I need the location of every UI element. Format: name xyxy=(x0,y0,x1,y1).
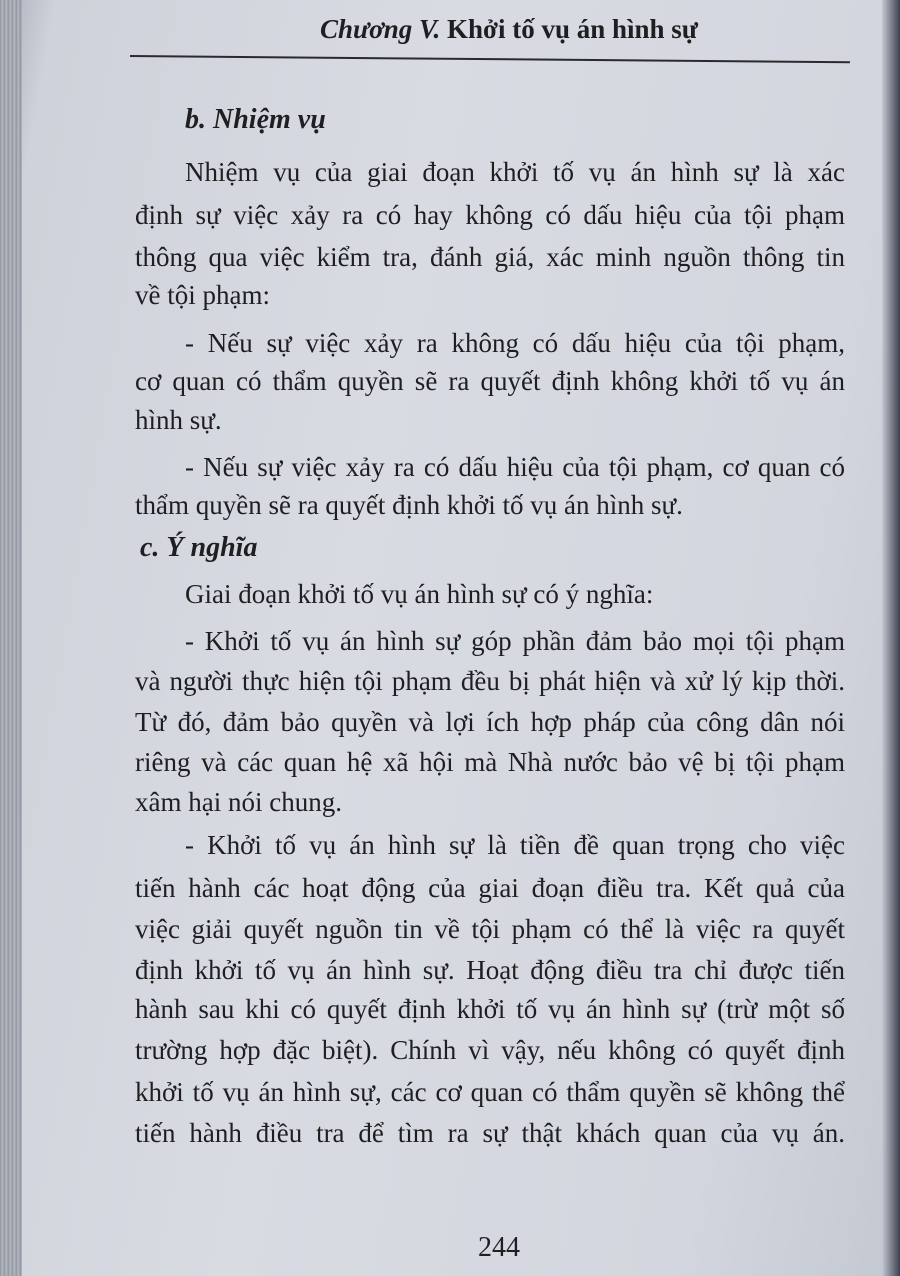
text-line: Nhiệm vụ của giai đoạn khởi tố vụ án hình sự là xác xyxy=(185,157,845,187)
running-header xyxy=(320,14,698,45)
text-line: - Khởi tố vụ án hình sự góp phần đảm bảo mọi tội phạm xyxy=(185,626,845,656)
page-edges xyxy=(0,0,22,1276)
section-heading-c: c. Ý nghĩa xyxy=(140,532,258,563)
text-line: tiến hành các hoạt động của giai đoạn điều tra. Kết quả của xyxy=(135,873,845,903)
text-line: khởi tố vụ án hình sự, các cơ quan có thẩm quyền sẽ không thể xyxy=(135,1077,845,1107)
text-line: trường hợp đặc biệt). Chính vì vậy, nếu không có quyết định xyxy=(135,1035,845,1065)
chapter-label: Chương V. xyxy=(320,14,441,44)
text-line: về tội phạm: xyxy=(135,280,270,310)
page-number: 244 xyxy=(478,1232,520,1263)
text-line: hình sự. xyxy=(135,405,222,435)
text-line: - Khởi tố vụ án hình sự là tiền đề quan trọng cho việc xyxy=(185,830,845,860)
text-line: Từ đó, đảm bảo quyền và lợi ích hợp pháp của công dân nói xyxy=(135,707,845,737)
text-line: - Nếu sự việc xảy ra không có dấu hiệu của tội phạm, xyxy=(185,328,845,358)
text-line: Giai đoạn khởi tố vụ án hình sự có ý nghĩa: xyxy=(185,579,654,609)
text-line: định sự việc xảy ra có hay không có dấu hiệu của tội phạm xyxy=(135,200,845,230)
text-line: thẩm quyền sẽ ra quyết định khởi tố vụ án hình sự. xyxy=(135,490,683,520)
text-line: định khởi tố vụ án hình sự. Hoạt động điều tra chỉ được tiến xyxy=(135,955,845,985)
text-line: riêng và các quan hệ xã hội mà Nhà nước bảo vệ bị tội phạm xyxy=(135,747,845,777)
section-heading-b: b. Nhiệm vụ xyxy=(185,104,326,135)
text-line: việc giải quyết nguồn tin về tội phạm có thể là việc ra quyết xyxy=(135,914,845,944)
text-line: thông qua việc kiểm tra, đánh giá, xác minh nguồn thông tin xyxy=(135,242,845,272)
text-line: cơ quan có thẩm quyền sẽ ra quyết định không khởi tố vụ án xyxy=(135,366,845,396)
chapter-title: Khởi tố vụ án hình sự xyxy=(446,14,698,44)
page-shadow xyxy=(882,0,900,1276)
text-line: và người thực hiện tội phạm đều bị phát hiện và xử lý kịp thời. xyxy=(135,666,845,696)
text-line: hành sau khi có quyết định khởi tố vụ án hình sự (trừ một số xyxy=(135,994,845,1024)
text-line: - Nếu sự việc xảy ra có dấu hiệu của tội phạm, cơ quan có xyxy=(185,452,845,482)
text-line: tiến hành điều tra để tìm ra sự thật khách quan của vụ án. xyxy=(135,1118,845,1148)
text-line: xâm hại nói chung. xyxy=(135,787,342,817)
header-rule xyxy=(130,55,850,63)
